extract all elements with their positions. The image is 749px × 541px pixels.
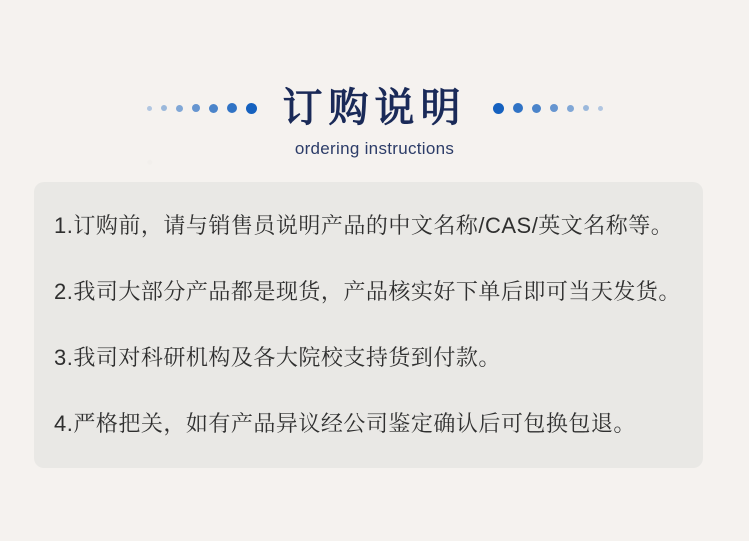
- instruction-item: 2.我司大部分产品都是现货，产品核实好下单后即可当天发货。: [54, 279, 681, 304]
- decor-dot: [246, 103, 257, 114]
- instructions-card: [34, 182, 703, 468]
- decor-dot: [227, 103, 237, 113]
- decor-dot: [176, 105, 183, 112]
- decor-dot: [598, 106, 603, 111]
- decor-dot: [192, 104, 200, 112]
- decor-dots-left: [147, 103, 257, 114]
- decor-dot: [147, 106, 152, 111]
- title-row: [0, 86, 749, 130]
- decor-dot: [513, 103, 523, 113]
- decor-dot: [209, 104, 218, 113]
- section-header: [0, 0, 749, 159]
- instruction-item: 3.我司对科研机构及各大院校支持货到付款。: [54, 345, 501, 370]
- decor-dot: [532, 104, 541, 113]
- decor-dot: [583, 105, 589, 111]
- decor-dots-right: [493, 103, 603, 114]
- decor-dot: [161, 105, 167, 111]
- decor-dot: [493, 103, 504, 114]
- section-title: 订购说明: [282, 86, 467, 130]
- decor-dot: [550, 104, 558, 112]
- instruction-item: 4.严格把关，如有产品异议经公司鉴定确认后可包换包退。: [54, 411, 636, 436]
- section-subtitle: ordering instructions: [294, 139, 455, 158]
- instruction-item: 1.订购前，请与销售员说明产品的中文名称/CAS/英文名称等。: [54, 213, 674, 238]
- decor-dot: [567, 105, 574, 112]
